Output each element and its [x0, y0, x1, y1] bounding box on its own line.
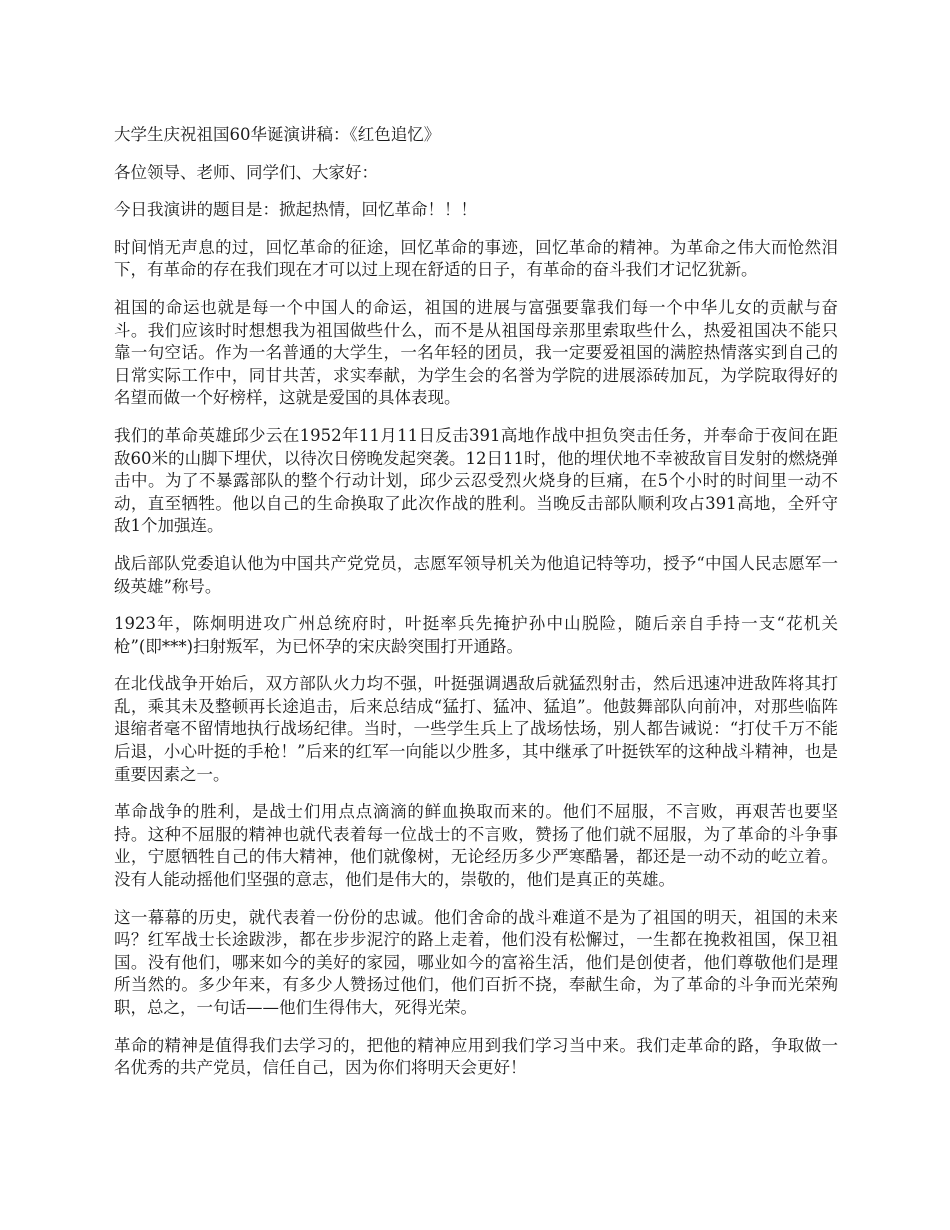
paragraph: 祖国的命运也就是每一个中国人的命运，祖国的进展与富强要靠我们每一个中华儿女的贡献与奋斗。我们应该时时想想我为祖国做些什么，而不是从祖国母亲那里索取些什么，热爱祖国决不能只靠一句空话。作为一名普通的大学生，一名年轻的团员，我一定要爱祖国的满腔热情落实到自己的日常实际工作中，同甘共苦，求实奉献，为学生会的名誉为学院的进展添砖加瓦，为学院取得好的名望而做一个好榜样，这就是爱国的具体表现。	[114, 297, 838, 408]
paragraph: 在北伐战争开始后，双方部队火力均不强，叶挺强调遇敌后就猛烈射击，然后迅速冲进敌阵将其打乱，乘其未及整顿再长途追击，后来总结成“猛打、猛冲、猛追”。他鼓舞部队向前冲，对那些临阵退缩者毫不留情地执行战场纪律。当时，一些学生兵上了战场怯场，别人都告诫说：“打仗千万不能后退，小心叶挺的手枪！”后来的红军一向能以少胜多，其中继承了叶挺铁军的这种战斗精神，也是重要因素之一。	[114, 674, 838, 784]
paragraph: 这一幕幕的历史，就代表着一份份的忠诚。他们舍命的战斗难道不是为了祖国的明天，祖国的未来吗？红军战士长途跋涉，都在步步泥泞的路上走着，他们没有松懈过，一生都在挽救祖国，保卫祖国。没有他们，哪来如今的美好的家园，哪业如今的富裕生活，他们是创使者，他们尊敬他们是理所当然的。多少年来，有多少人赞扬过他们，他们百折不挠，奉献生命，为了革命的斗争而光荣殉职，总之，一句话——他们生得伟大，死得光荣。	[114, 907, 838, 1017]
speech-topic: 今日我演讲的题目是：掀起热情，回忆革命！！！	[114, 200, 477, 220]
paragraph: 革命战争的胜利，是战士们用点点滴滴的鲜血换取而来的。他们不屈服，不言败，再艰苦也要坚持。这种不屈服的精神也就代表着每一位战士的不言败，赞扬了他们就不屈服，为了革命的斗争事业，宁愿牺牲自己的伟大精神，他们就像树，无论经历多少严寒酷暑，都还是一动不动的屹立着。没有人能动摇他们坚强的意志，他们是伟大的，崇敬的，他们是真正的英雄。	[114, 802, 838, 890]
document-title: 大学生庆祝祖国60华诞演讲稿：《红色追忆》	[114, 125, 441, 144]
paragraph: 时间悄无声息的过，回忆革命的征途，回忆革命的事迹，回忆革命的精神。为革命之伟大而怆然泪下，有革命的存在我们现在才可以过上现在舒适的日子，有革命的奋斗我们才记忆犹新。	[114, 237, 838, 280]
paragraph: 战后部队党委追认他为中国共产党党员，志愿军领导机关为他追记特等功，授予“中国人民志愿军一级英雄”称号。	[114, 553, 838, 596]
paragraph: 1923年，陈炯明进攻广州总统府时，叶挺率兵先掩护孙中山脱险，随后亲自手持一支“花机关枪”(即***)扫射叛军，为已怀孕的宋庆龄突围打开通路。	[114, 614, 838, 656]
paragraph: 革命的精神是值得我们去学习的，把他的精神应用到我们学习当中来。我们走革命的路，争取做一名优秀的共产党员，信任自己，因为你们将明天会更好！	[114, 1035, 838, 1078]
greeting: 各位领导、老师、同学们、大家好：	[114, 162, 378, 182]
document-body	[114, 124, 838, 1095]
paragraph: 我们的革命英雄邱少云在1952年11月11日反击391高地作战中担负突击任务，并奉命于夜间在距敌60米的山脚下埋伏，以待次日傍晚发起突袭。12日11时，他的埋伏地不幸被敌盲目发射的燃烧弹击中。为了不暴露部队的整个行动计划，邱少云忍受烈火烧身的巨痛，在5个小时的时间里一动不动，直至牺牲。他以自己的生命换取了此次作战的胜利。当晚反击部队顺利攻占391高地，全歼守敌1个加强连。	[114, 425, 838, 536]
